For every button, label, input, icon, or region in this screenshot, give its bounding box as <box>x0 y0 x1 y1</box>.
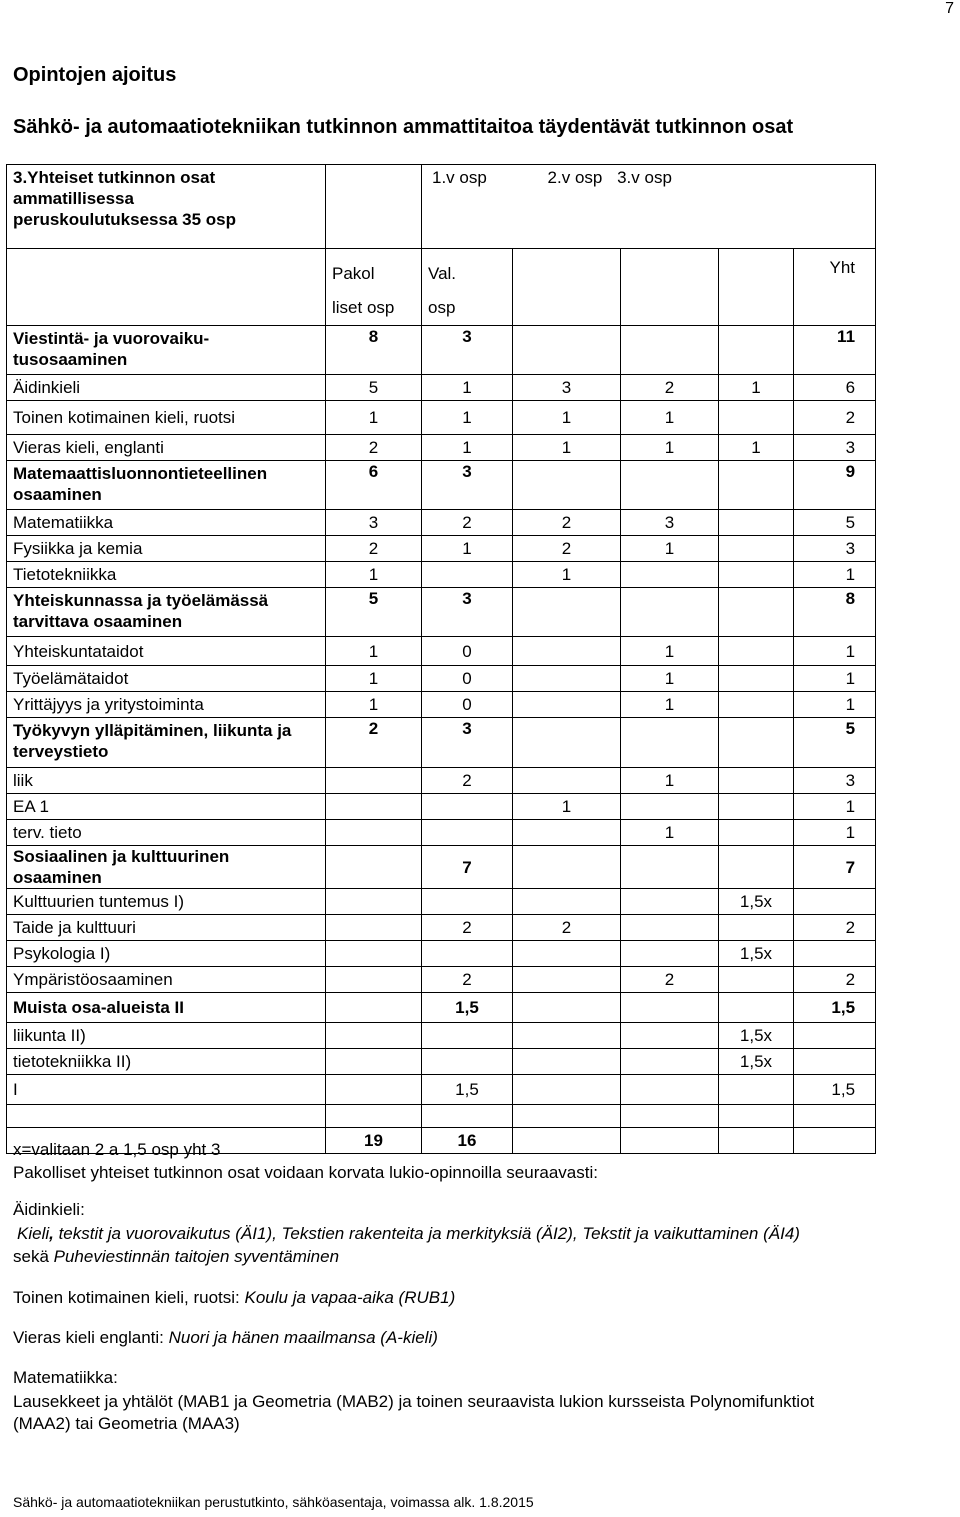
cell-pakol: 5 <box>326 375 422 401</box>
cell-y3 <box>719 692 794 718</box>
table-row <box>7 510 876 536</box>
table-row <box>7 588 876 637</box>
cell-y1 <box>513 326 621 375</box>
matematiikka-courses-line2: (MAA2) tai Geometria (MAA3) <box>13 1414 240 1433</box>
cell-val: 3 <box>422 718 513 768</box>
cell-yht: 5 <box>794 718 876 768</box>
cell-yht: 2 <box>794 967 876 993</box>
cell-y3: 1 <box>719 375 794 401</box>
table-row <box>7 666 876 692</box>
cell-yht: 1,5 <box>794 1075 876 1105</box>
cell-y1: 2 <box>513 510 621 536</box>
cell-pakol <box>326 889 422 915</box>
cell-y2: 3 <box>621 510 719 536</box>
cell-val: 1 <box>422 375 513 401</box>
cell-yht: 1 <box>794 820 876 846</box>
cell-val <box>422 794 513 820</box>
cell-y2: 2 <box>621 967 719 993</box>
cell-yht <box>794 1049 876 1075</box>
table-row <box>7 794 876 820</box>
cell-y3 <box>719 820 794 846</box>
year-3-header: 3.v osp <box>617 168 672 187</box>
cell-yht <box>794 889 876 915</box>
row-label: Yhteiskuntataidot <box>7 637 326 666</box>
section-title-cell <box>7 165 326 249</box>
year-2-header: 2.v osp <box>547 168 603 187</box>
section-title-line2: peruskoulutuksessa 35 osp <box>13 210 236 229</box>
aidinkieli-courses: Kieli, tekstit ja vuorovaikutus (ÄI1), Tekstien rakenteita ja merkityksiä (ÄI2), Tekstit ja vaikuttaminen (ÄI4) <box>17 1224 800 1243</box>
cell-yht <box>794 941 876 967</box>
cell-pakol <box>326 993 422 1023</box>
note-x: x=valitaan 2 a 1,5 osp yht 3 <box>13 1140 221 1159</box>
aidinkieli-label: Äidinkieli: <box>13 1200 85 1219</box>
cell-val: 2 <box>422 915 513 941</box>
cell-y3 <box>719 510 794 536</box>
row-label: Työkyvyn ylläpitäminen, liikunta ja terveystieto <box>7 718 326 768</box>
cell-y3 <box>719 588 794 637</box>
cell-y1 <box>513 820 621 846</box>
cell-yht: 3 <box>794 435 876 461</box>
cell-y3 <box>719 1075 794 1105</box>
cell-y1 <box>513 461 621 510</box>
cell-y2 <box>621 326 719 375</box>
cell-val <box>422 1023 513 1049</box>
cell-pakol <box>326 820 422 846</box>
cell-y1 <box>513 993 621 1023</box>
cell-y1: 2 <box>513 915 621 941</box>
row-label: Yhteiskunnassa ja työelämässä tarvittava osaaminen <box>7 588 326 637</box>
cell-y3 <box>719 718 794 768</box>
cell-y1 <box>513 941 621 967</box>
cell-pakol <box>326 941 422 967</box>
cell-y2: 1 <box>621 401 719 435</box>
table-row <box>7 401 876 435</box>
cell-pakol: 1 <box>326 692 422 718</box>
note-replace: Pakolliset yhteiset tutkinnon osat voidaan korvata lukio-opinnoilla seuraavasti: <box>13 1163 598 1182</box>
cell-pakol: 2 <box>326 435 422 461</box>
cell-y2: 1 <box>621 666 719 692</box>
cell-y2 <box>621 461 719 510</box>
table-row <box>7 846 876 889</box>
cell-val: 2 <box>422 510 513 536</box>
cell-y2 <box>621 1049 719 1075</box>
cell-val: 2 <box>422 768 513 794</box>
cell-yht: 1 <box>794 794 876 820</box>
page-subtitle: Sähkö- ja automaatiotekniikan tutkinnon ammattitaitoa täydentävät tutkinnon osat <box>13 116 794 138</box>
cell-val: 7 <box>422 846 513 889</box>
cell-pakol: 2 <box>326 536 422 562</box>
table-row <box>7 1049 876 1075</box>
table-row <box>7 562 876 588</box>
row-label: Viestintä- ja vuorovaiku- tusosaaminen <box>7 326 326 375</box>
cell-val: 1,5 <box>422 1075 513 1105</box>
cell-yht: 5 <box>794 510 876 536</box>
row-label: Yrittäjyys ja yritystoiminta <box>7 692 326 718</box>
cell-y1 <box>513 768 621 794</box>
cell-y3 <box>719 562 794 588</box>
cell-y1 <box>513 889 621 915</box>
row-label: Matemaattisluonnontieteellinen osaaminen <box>7 461 326 510</box>
cell-val: 1,5 <box>422 993 513 1023</box>
cell-y3 <box>719 461 794 510</box>
cell-yht: 1 <box>794 637 876 666</box>
table-row <box>7 967 876 993</box>
cell-y3 <box>719 794 794 820</box>
cell-yht: 2 <box>794 401 876 435</box>
pakol-header: Pakol liset osp <box>326 249 422 326</box>
cell-val <box>422 889 513 915</box>
cell-y3 <box>719 666 794 692</box>
cell-pakol <box>326 1049 422 1075</box>
matematiikka-label: Matematiikka: <box>13 1368 118 1387</box>
cell-yht: 2 <box>794 915 876 941</box>
cell-yht: 9 <box>794 461 876 510</box>
page-number: 7 <box>945 0 954 17</box>
cell-val <box>422 941 513 967</box>
table-row <box>7 692 876 718</box>
cell-y2 <box>621 718 719 768</box>
year-headers <box>422 165 876 249</box>
cell-y2 <box>621 993 719 1023</box>
matematiikka-courses-line1: Lausekkeet ja yhtälöt (MAB1 ja Geometria (MAB2) ja toinen seuraavista lukion kursseista Polynomifunktiot <box>13 1392 815 1411</box>
cell-y1 <box>513 1075 621 1105</box>
row-label: Vieras kieli, englanti <box>7 435 326 461</box>
row-label: Kulttuurien tuntemus I) <box>7 889 326 915</box>
cell-y1: 2 <box>513 536 621 562</box>
table-row <box>7 915 876 941</box>
cell-y2 <box>621 889 719 915</box>
yht-header: Yht <box>794 249 876 326</box>
cell-yht: 1,5 <box>794 993 876 1023</box>
row-label: I <box>7 1075 326 1105</box>
row-label: terv. tieto <box>7 820 326 846</box>
cell-val: 3 <box>422 461 513 510</box>
cell-y2: 1 <box>621 536 719 562</box>
row-label: Fysiikka ja kemia <box>7 536 326 562</box>
row-label: Ympäristöosaaminen <box>7 967 326 993</box>
cell-y1: 1 <box>513 794 621 820</box>
cell-pakol: 2 <box>326 718 422 768</box>
page-title: Opintojen ajoitus <box>13 64 177 86</box>
cell-pakol <box>326 846 422 889</box>
cell-y1 <box>513 1023 621 1049</box>
row-label: Äidinkieli <box>7 375 326 401</box>
table-row <box>7 435 876 461</box>
row-label: Toinen kotimainen kieli, ruotsi <box>7 401 326 435</box>
cell-y2: 1 <box>621 768 719 794</box>
cell-pakol: 1 <box>326 562 422 588</box>
cell-y1: 1 <box>513 435 621 461</box>
englanti-note: Vieras kieli englanti: Nuori ja hänen maailmansa (A-kieli) <box>13 1328 438 1347</box>
cell-y3 <box>719 846 794 889</box>
table-row <box>7 718 876 768</box>
blank-row <box>7 1105 876 1128</box>
cell-y2: 1 <box>621 820 719 846</box>
cell-pakol <box>326 1075 422 1105</box>
cell-y3: 1,5x <box>719 941 794 967</box>
table-row <box>7 889 876 915</box>
cell-y1 <box>513 666 621 692</box>
table-row <box>7 941 876 967</box>
cell-y2 <box>621 1075 719 1105</box>
cell-pakol <box>326 794 422 820</box>
cell-y1 <box>513 967 621 993</box>
cell-y3 <box>719 993 794 1023</box>
cell-y3 <box>719 326 794 375</box>
cell-y1 <box>513 846 621 889</box>
cell-val: 1 <box>422 435 513 461</box>
total-pakol: 19 <box>326 1128 422 1154</box>
cell-y3 <box>719 768 794 794</box>
cell-y3 <box>719 915 794 941</box>
table-header-row <box>7 165 876 249</box>
cell-yht: 1 <box>794 666 876 692</box>
cell-val: 0 <box>422 637 513 666</box>
cell-yht: 1 <box>794 692 876 718</box>
cell-val: 1 <box>422 401 513 435</box>
row-label: Tietotekniikka <box>7 562 326 588</box>
cell-yht: 3 <box>794 768 876 794</box>
cell-y2 <box>621 1023 719 1049</box>
table-row <box>7 375 876 401</box>
cell-y1 <box>513 692 621 718</box>
cell-y2: 1 <box>621 435 719 461</box>
cell-y2 <box>621 941 719 967</box>
cell-val <box>422 1049 513 1075</box>
cell-y2: 2 <box>621 375 719 401</box>
cell-y3: 1,5x <box>719 889 794 915</box>
row-label: tietotekniikka II) <box>7 1049 326 1075</box>
cell-y1: 3 <box>513 375 621 401</box>
cell-val <box>422 820 513 846</box>
cell-y3 <box>719 967 794 993</box>
cell-val: 3 <box>422 588 513 637</box>
table-row <box>7 637 876 666</box>
cell-val <box>422 562 513 588</box>
cell-yht <box>794 1023 876 1049</box>
year-1-header: 1.v osp <box>432 168 487 187</box>
cell-y1 <box>513 718 621 768</box>
cell-val: 0 <box>422 692 513 718</box>
cell-pakol: 1 <box>326 637 422 666</box>
cell-y2 <box>621 588 719 637</box>
cell-pakol: 8 <box>326 326 422 375</box>
table-row <box>7 1075 876 1105</box>
cell-pakol: 5 <box>326 588 422 637</box>
cell-val: 1 <box>422 536 513 562</box>
cell-pakol <box>326 915 422 941</box>
cell-pakol <box>326 1023 422 1049</box>
aidinkieli-extra: sekä Puheviestinnän taitojen syventäminen <box>13 1247 340 1266</box>
cell-y3 <box>719 637 794 666</box>
cell-y3: 1,5x <box>719 1049 794 1075</box>
row-label: Matematiikka <box>7 510 326 536</box>
cell-y2 <box>621 794 719 820</box>
cell-pakol: 1 <box>326 666 422 692</box>
table-row <box>7 1023 876 1049</box>
row-label: liikunta II) <box>7 1023 326 1049</box>
table-row <box>7 993 876 1023</box>
cell-yht: 11 <box>794 326 876 375</box>
cell-yht: 8 <box>794 588 876 637</box>
row-label: Taide ja kulttuuri <box>7 915 326 941</box>
page-footer: Sähkö- ja automaatiotekniikan perustutkinto, sähköasentaja, voimassa alk. 1.8.2015 <box>13 1494 534 1510</box>
cell-pakol <box>326 967 422 993</box>
cell-pakol: 3 <box>326 510 422 536</box>
cell-y2: 1 <box>621 637 719 666</box>
cell-yht: 7 <box>794 846 876 889</box>
ruotsi-note: Toinen kotimainen kieli, ruotsi: Koulu ja vapaa-aika (RUB1) <box>13 1288 456 1307</box>
cell-y1 <box>513 1049 621 1075</box>
cell-val: 0 <box>422 666 513 692</box>
table-row <box>7 326 876 375</box>
table-row <box>7 820 876 846</box>
cell-yht: 3 <box>794 536 876 562</box>
section-title-line1: 3.Yhteiset tutkinnon osat ammatillisessa <box>13 168 216 208</box>
column-header-row <box>7 249 876 326</box>
cell-val: 3 <box>422 326 513 375</box>
cell-val: 2 <box>422 967 513 993</box>
cell-y3 <box>719 401 794 435</box>
cell-yht: 6 <box>794 375 876 401</box>
study-schedule-table <box>6 164 876 1154</box>
cell-y2 <box>621 915 719 941</box>
cell-y3 <box>719 536 794 562</box>
cell-pakol: 1 <box>326 401 422 435</box>
cell-pakol <box>326 768 422 794</box>
cell-y2 <box>621 846 719 889</box>
row-label: Muista osa-alueista II <box>7 993 326 1023</box>
cell-y1: 1 <box>513 401 621 435</box>
table-row <box>7 461 876 510</box>
cell-y1 <box>513 588 621 637</box>
val-header: Val. osp <box>422 249 513 326</box>
table-row <box>7 536 876 562</box>
row-label: EA 1 <box>7 794 326 820</box>
table-row <box>7 768 876 794</box>
row-label: Sosiaalinen ja kulttuurinen osaaminen <box>7 846 326 889</box>
cell-y3: 1,5x <box>719 1023 794 1049</box>
row-label: Psykologia I) <box>7 941 326 967</box>
cell-y1: 1 <box>513 562 621 588</box>
cell-pakol: 6 <box>326 461 422 510</box>
cell-y3: 1 <box>719 435 794 461</box>
row-label: Työelämätaidot <box>7 666 326 692</box>
row-label: liik <box>7 768 326 794</box>
cell-y2 <box>621 562 719 588</box>
cell-yht: 1 <box>794 562 876 588</box>
total-val: 16 <box>422 1128 513 1154</box>
cell-y2: 1 <box>621 692 719 718</box>
cell-y1 <box>513 637 621 666</box>
